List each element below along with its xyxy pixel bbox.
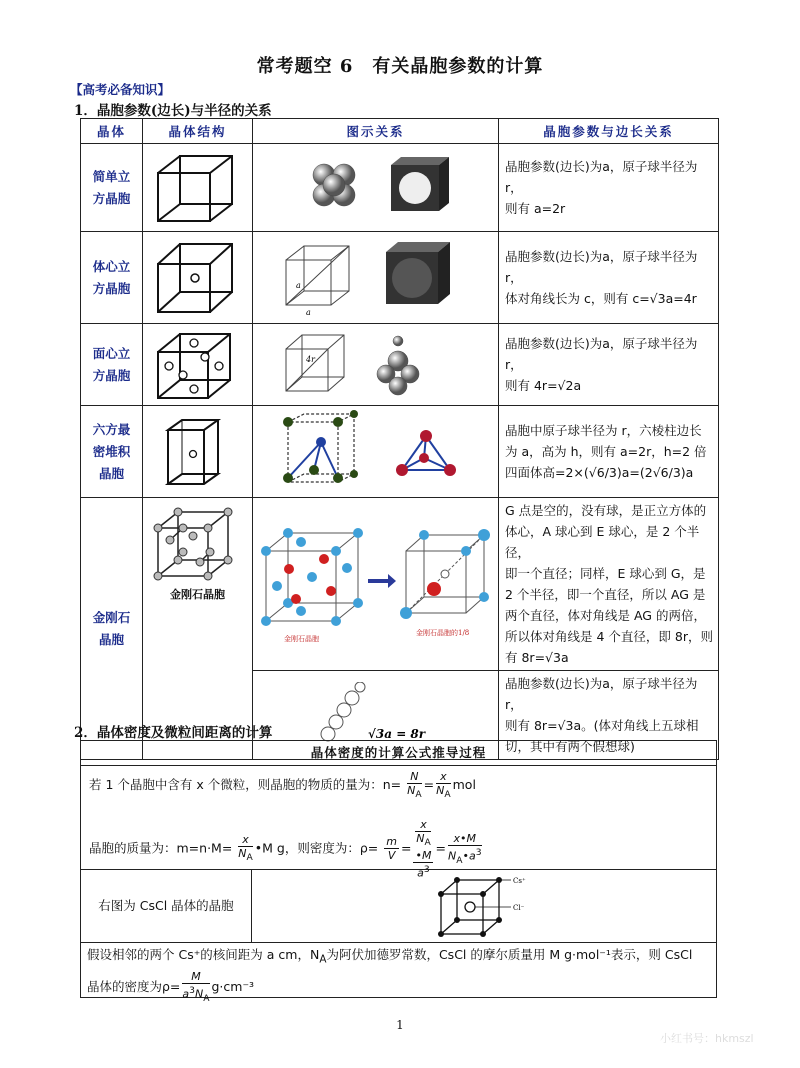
cscl-section	[81, 870, 716, 943]
page-title: 常考题空 6 有关晶胞参数的计算	[256, 56, 544, 77]
svg-text:金刚石晶胞: 金刚石晶胞	[283, 635, 319, 643]
cl-label: Cl⁻	[513, 904, 525, 912]
simple-cubic-spheres-icon	[276, 153, 476, 223]
diagram-cell	[253, 324, 499, 406]
hcp-structure-icon	[148, 410, 248, 494]
relation-cell: 晶胞参数(边长)为a，原子球半径为r， 则有 8r=√3a。(体对角线上五球相 切，其中有两个假想球)	[499, 671, 719, 760]
cscl-density-text: 假设相邻的两个 Cs⁺的核间距为 a cm，$N_A$为阿伏加德罗常数，CsCl 的摩尔质量用 M g·mol⁻¹表示，则 CsCl 晶体的密度为ρ= $\frac{M}{a^3N_A}$ g·cm⁻³	[81, 943, 716, 1006]
crystal-name: 简单立 方晶胞	[81, 144, 143, 232]
cscl-caption: 右图为 CsCl 晶体的晶胞	[81, 870, 252, 942]
density-table-header: 晶体密度的计算公式推导过程	[81, 741, 716, 766]
diamond-caption: 金刚石晶胞	[170, 588, 225, 601]
relation-cell: 晶胞参数(边长)为a，原子球半径为r， 则有 a=2r	[499, 144, 719, 232]
header-structure: 晶体结构	[143, 119, 253, 144]
table-row	[81, 144, 719, 232]
density-derivation	[81, 766, 716, 880]
five-spheres-diagonal-icon	[306, 682, 446, 748]
section-2-heading: 2．晶体密度及微粒间距离的计算	[74, 725, 273, 741]
diagram-cell	[253, 232, 499, 324]
structure-cell	[143, 144, 253, 232]
header-crystal: 晶体	[81, 119, 143, 144]
structure-cell	[143, 232, 253, 324]
diagram-cell	[253, 498, 499, 671]
table-header-row	[81, 119, 719, 144]
relation-cell: 晶胞参数(边长)为a，原子球半径为r， 则有 4r=√2a	[499, 324, 719, 406]
diagram-cell	[253, 406, 499, 498]
svg-text:4r: 4r	[305, 354, 315, 364]
diagonal-formula: √3a = 8r	[367, 727, 425, 741]
relation-cell: 晶胞中原子球半径为 r，六棱柱边长 为 a，高为 h，则有 a=2r，h=2 倍 四面体高=2×(√6/3)a=(2√6/3)a	[499, 406, 719, 498]
crystal-name: 六方最 密堆积 晶胞	[81, 406, 143, 498]
svg-text:a: a	[305, 307, 311, 317]
moles-formula: 若 1 个晶胞中含有 x 个微粒，则晶胞的物质的量为：n= $\frac{N}{N_A}$ = $\frac{x}{N_A}$ mol	[89, 770, 476, 801]
section-1-heading: 1．晶胞参数(边长)与半径的关系	[74, 103, 272, 119]
header-diagram: 图示关系	[253, 119, 499, 144]
relation-cell: G 点是空的，没有球，是正立方体的 体心，A 球心到 E 球心，是 2 个半径， 即一个直径；同样，E 球心到 G，是 2 个半径，即一个直径，所以 AG 是 两个直径，体对角线是 AG 的两倍， 所以体对角线是 4 个直径，即 8r，则 有 8r=√3a	[499, 498, 719, 671]
crystal-name: 金刚石 晶胞	[81, 498, 143, 760]
fcc-face-diagonal-icon	[276, 329, 476, 401]
cs-label: Cs⁺	[513, 877, 526, 885]
table-row	[81, 232, 719, 324]
table-row	[81, 406, 719, 498]
fcc-structure-icon	[148, 327, 248, 403]
svg-text:a: a	[295, 280, 301, 290]
cscl-cell-icon	[431, 874, 551, 938]
structure-cell	[143, 406, 253, 498]
density-formula: 晶胞的质量为：m=n·M= $\frac{x}{N_A}$ •M g，则密度为：ρ= $\frac{m}{V}$ = x $N_A$ •M $a^3$ = $\frac{x•M}{N_A•a^3}$	[89, 818, 482, 880]
relation-cell: 晶胞参数(边长)为a，原子球半径为r， 体对角线长为 c，则有 c=√3a=4r	[499, 232, 719, 324]
hcp-tetrahedron-icon	[276, 410, 476, 494]
diamond-cell-diagram-icon	[256, 519, 496, 649]
cell-parameter-table	[80, 118, 719, 760]
page-number: 1	[396, 1018, 404, 1032]
knowledge-tag: 【高考必备知识】	[70, 82, 171, 97]
simple-cubic-structure-icon	[148, 148, 248, 228]
diagram-cell	[253, 144, 499, 232]
crystal-name: 体心立 方晶胞	[81, 232, 143, 324]
table-row	[81, 324, 719, 406]
header-relation: 晶胞参数与边长关系	[499, 119, 719, 144]
crystal-name: 面心立 方晶胞	[81, 324, 143, 406]
bcc-structure-icon	[148, 236, 248, 320]
density-table	[80, 740, 717, 1004]
table-row	[81, 498, 719, 671]
svg-text:金刚石晶胞的1/8: 金刚石晶胞的1/8	[415, 629, 469, 637]
diamond-structure-icon	[148, 506, 248, 584]
watermark: 小红书号：hkmszl	[660, 1032, 754, 1045]
bcc-diagonal-icon	[276, 238, 476, 318]
cscl-density-formula: 晶体的密度为ρ= $\frac{M}{a^3N_A}$ g·cm⁻³	[87, 969, 255, 1004]
structure-cell	[143, 324, 253, 406]
